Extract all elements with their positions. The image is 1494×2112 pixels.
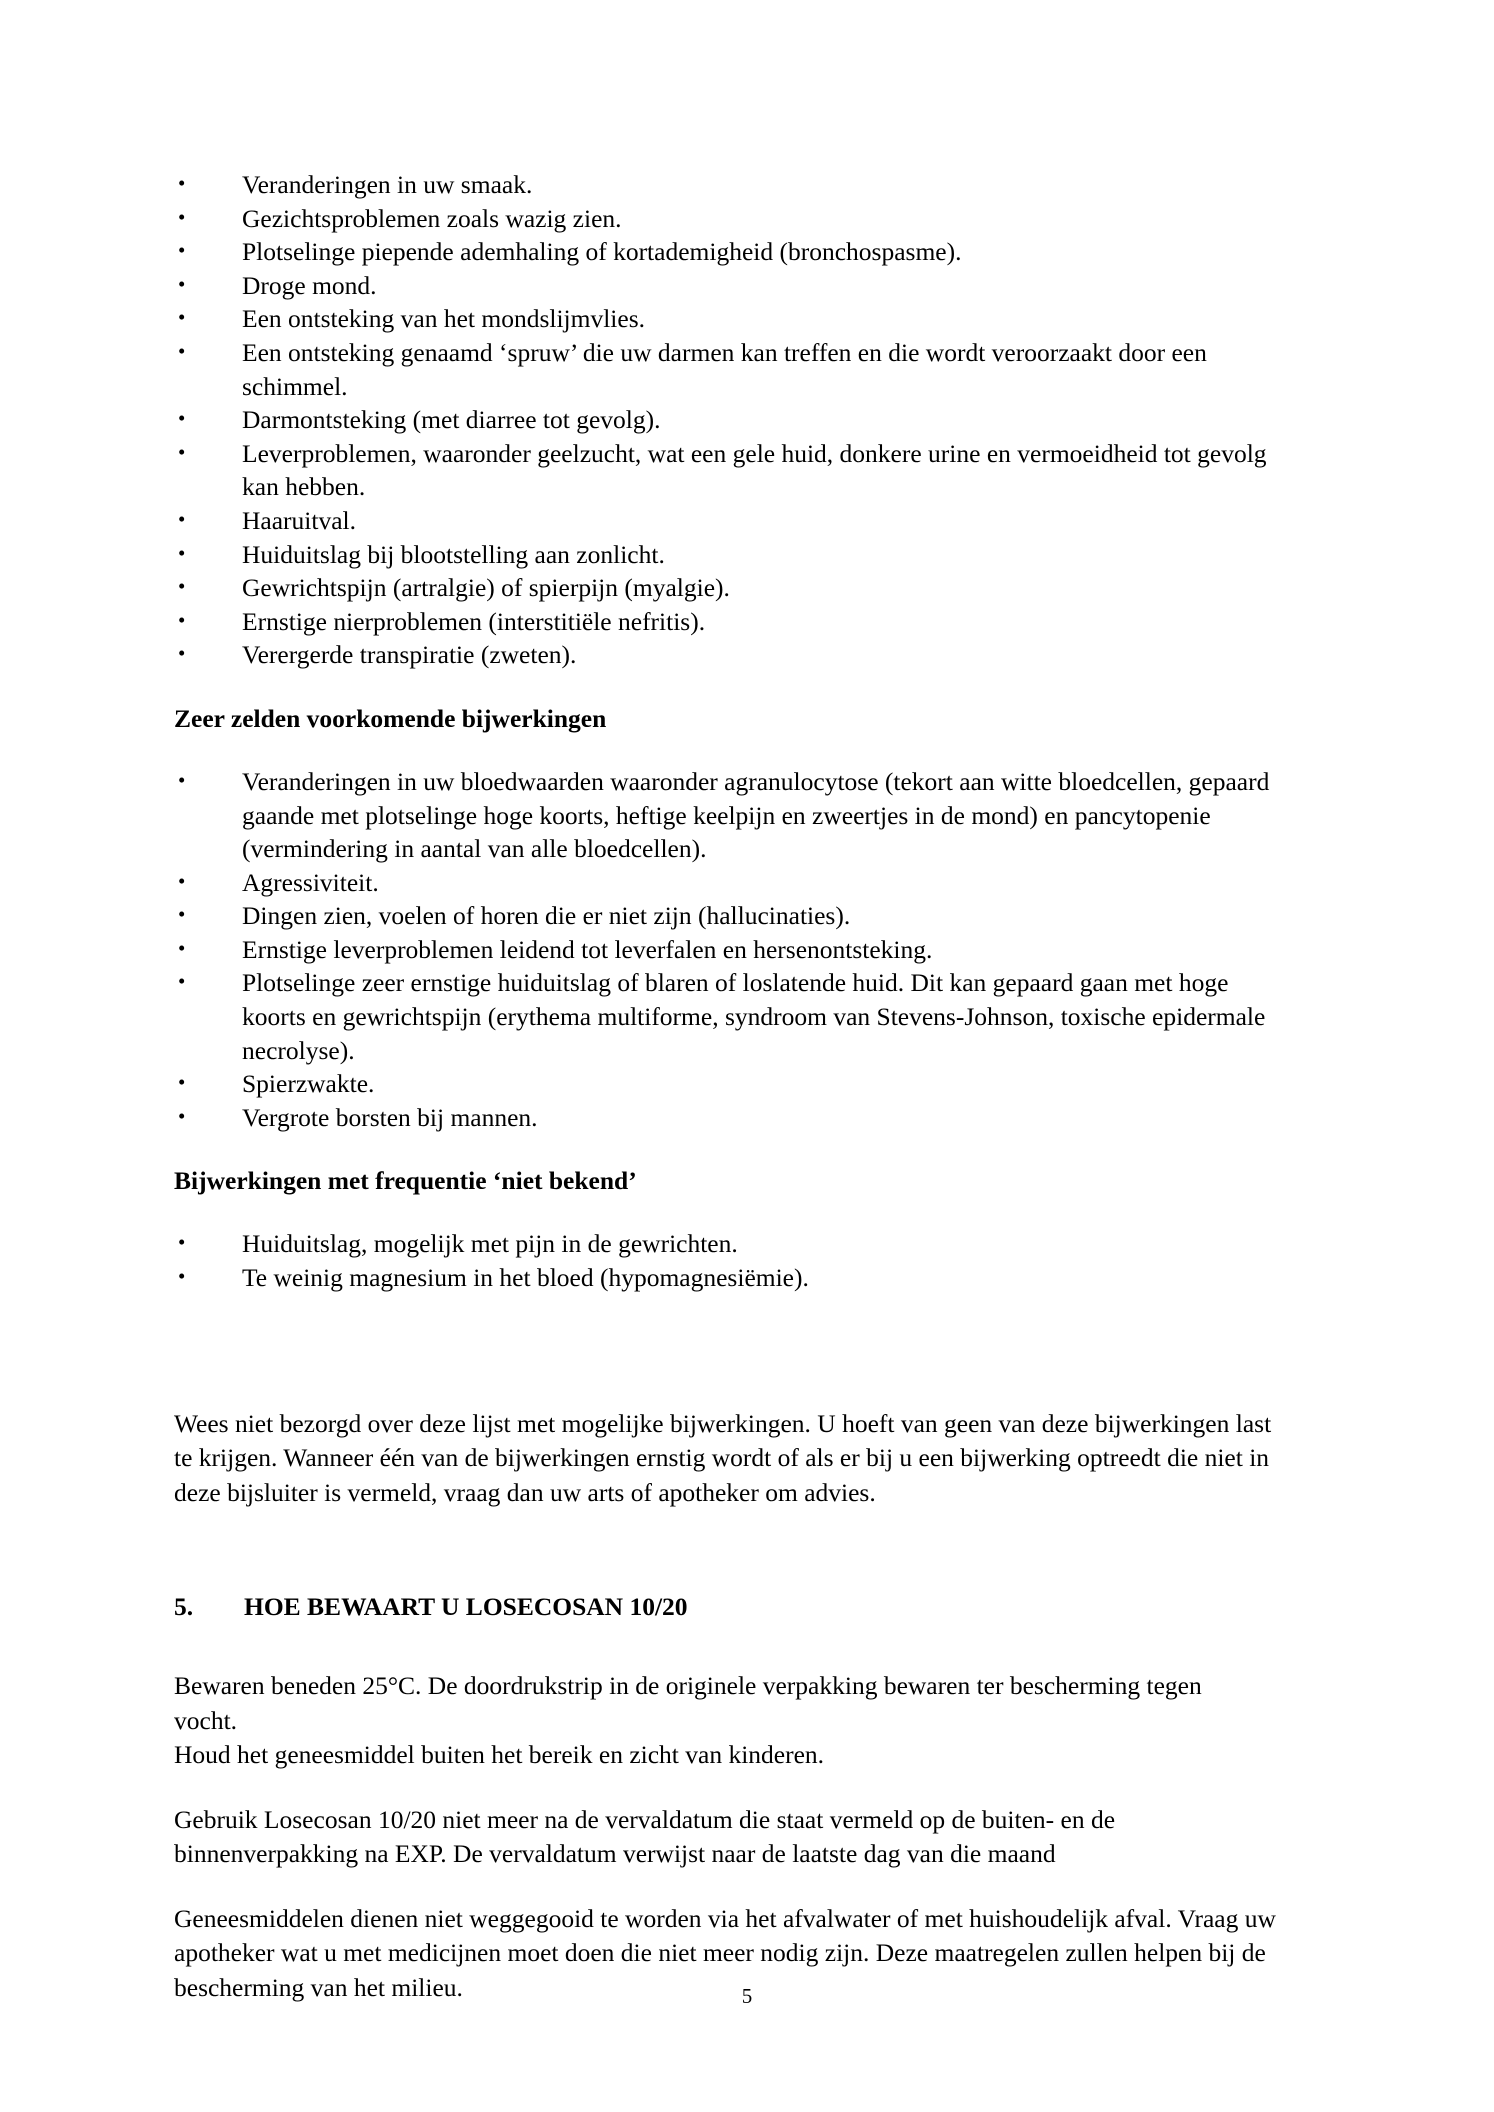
list-item: • Een ontsteking van het mondslijmvlies. — [174, 302, 1280, 336]
list-item: • Ernstige nierproblemen (interstitiële nefritis). — [174, 605, 1280, 639]
list-item: • Verergerde transpiratie (zweten). — [174, 638, 1280, 672]
list-item: • Veranderingen in uw smaak. — [174, 168, 1280, 202]
spacer — [174, 1510, 1280, 1590]
section-5-title: HOE BEWAART U LOSECOSAN 10/20 — [244, 1592, 688, 1622]
list-item: • Te weinig magnesium in het bloed (hypomagnesiëmie). — [174, 1261, 1280, 1295]
very-rare-list — [174, 765, 1280, 1135]
list-item: • Darmontsteking (met diarree tot gevolg). — [174, 403, 1280, 437]
list-item: • Droge mond. — [174, 269, 1280, 303]
list-item: • Gewrichtspijn (artralgie) of spierpijn (myalgie). — [174, 571, 1280, 605]
unknown-frequency-heading: Bijwerkingen met frequentie ‘niet bekend’ — [174, 1166, 637, 1196]
list-item: • Haaruitval. — [174, 504, 1280, 538]
spacer — [174, 672, 1280, 702]
list-item: • Veranderingen in uw bloedwaarden waaronder agranulocytose (tekort aan witte bloedcellen, gepaard gaande met plotselinge hoge koorts, heftige keelpijn en zweertjes in de mond) en pancytopenie (vermindering in aantal van alle bloedcellen). — [174, 765, 1280, 866]
expiry-paragraph: Gebruik Losecosan 10/20 niet meer na de vervaldatum die staat vermeld op de buiten- en de binnenverpakking na EXP. De vervaldatum verwijst naar de laatste dag van die maand — [174, 1804, 1116, 1869]
list-item: • Vergrote borsten bij mannen. — [174, 1101, 1280, 1135]
unknown-frequency-list — [174, 1227, 1280, 1294]
storage-paragraph-1-line-3: Houd het geneesmiddel buiten het bereik en zicht van kinderen. — [174, 1740, 825, 1770]
spacer — [174, 1872, 1280, 1902]
list-item: • Huiduitslag bij blootstelling aan zonlicht. — [174, 538, 1280, 572]
list-item: • Gezichtsproblemen zoals wazig zien. — [174, 202, 1280, 236]
page-number: 5 — [741, 1984, 753, 2008]
list-item: • Plotselinge piepende ademhaling of kortademigheid (bronchospasme). — [174, 235, 1280, 269]
storage-paragraph-1-line-2: vocht. — [174, 1705, 238, 1735]
list-item: • Ernstige leverproblemen leidend tot leverfalen en hersenontsteking. — [174, 933, 1280, 967]
page-content — [174, 168, 1280, 2005]
spacer — [174, 1623, 1280, 1669]
list-item: • Leverproblemen, waaronder geelzucht, wat een gele huid, donkere urine en vermoeidheid tot gevolg kan hebben. — [174, 437, 1280, 504]
list-item: • Huiduitslag, mogelijk met pijn in de gewrichten. — [174, 1227, 1280, 1261]
storage-paragraph-1-line-1: Bewaren beneden 25°C. De doordrukstrip in de originele verpakking bewaren ter bescherming tegen — [174, 1671, 1202, 1701]
spacer — [174, 1295, 1280, 1407]
list-item: • Dingen zien, voelen of horen die er niet zijn (hallucinaties). — [174, 899, 1280, 933]
page-footer — [0, 1984, 1494, 2008]
section-5-heading — [174, 1590, 1280, 1623]
very-rare-heading: Zeer zelden voorkomende bijwerkingen — [174, 703, 607, 733]
spacer — [174, 1197, 1280, 1227]
list-item: • Spierzwakte. — [174, 1067, 1280, 1101]
list-item: • Plotselinge zeer ernstige huiduitslag of blaren of loslatende huid. Dit kan gepaard gaan met hoge koorts en gewrichtspijn (erythema multiforme, syndroom van Stevens-Johnson, toxische epidermale necrolyse). — [174, 966, 1280, 1067]
list-item: • Agressiviteit. — [174, 866, 1280, 900]
spacer — [174, 1134, 1280, 1164]
spacer — [174, 1773, 1280, 1803]
section-5-number: 5. — [174, 1592, 194, 1622]
spacer — [174, 735, 1280, 765]
side-effects-list-1 — [174, 168, 1280, 672]
disposal-paragraph: Geneesmiddelen dienen niet weggegooid te worden via het afvalwater of met huishoudelijk afval. Vraag uw apotheker wat u met medicijnen moet doen die niet meer nodig zijn. Deze maatregelen zullen helpen bij de bescherming van het milieu. — [174, 1903, 1276, 2002]
list-item: • Een ontsteking genaamd ‘spruw’ die uw darmen kan treffen en die wordt veroorzaakt door een schimmel. — [174, 336, 1280, 403]
closing-paragraph: Wees niet bezorgd over deze lijst met mogelijke bijwerkingen. U hoeft van geen van deze bijwerkingen last te krijgen. Wanneer één van de bijwerkingen ernstig wordt of als er bij u een bijwerking optreedt die niet in deze bijsluiter is vermeld, vraag dan uw arts of apotheker om advies. — [174, 1408, 1272, 1507]
